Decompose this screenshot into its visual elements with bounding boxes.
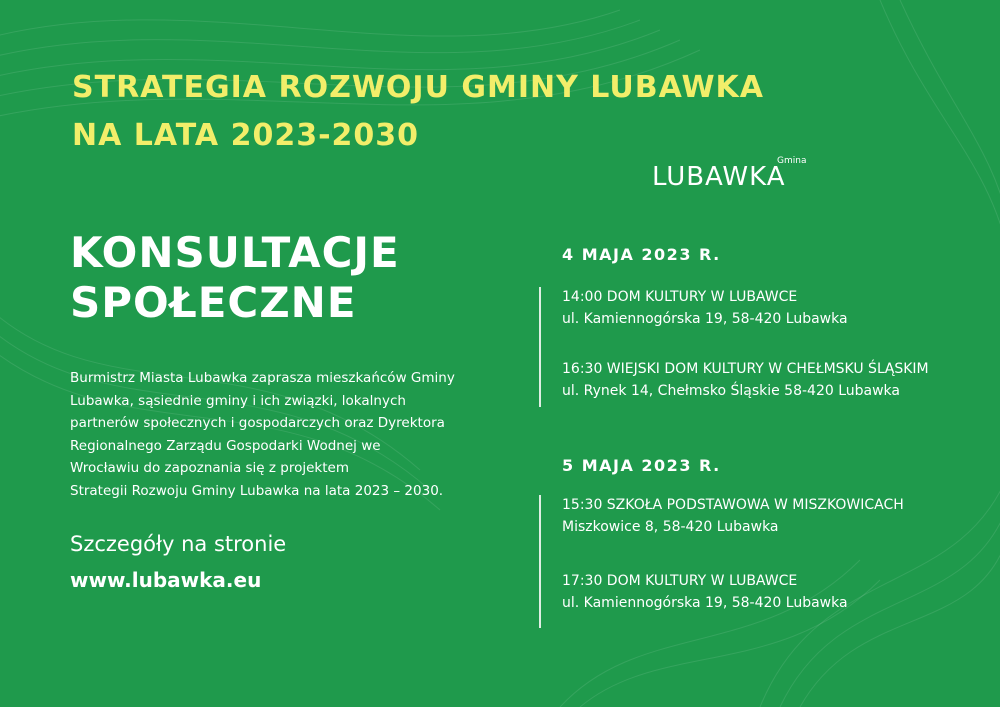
event-address: Miszkowice 8, 58-420 Lubawka (562, 519, 779, 535)
intro-line: Strategii Rozwoju Gminy Lubawka na lata 2023 – 2030. (70, 482, 444, 499)
event-name: 17:30 DOM KULTURY W LUBAWCE (562, 573, 798, 589)
event-item (562, 570, 848, 614)
intro-line: Regionalnego Zarządu Gospodarki Wodnej we (70, 437, 381, 454)
intro-paragraph (70, 367, 510, 502)
event-address: ul. Kamiennogórska 19, 58-420 Lubawka (562, 311, 848, 327)
logo-name-text: LUBAWKA (652, 162, 786, 192)
lubawka-logo (652, 156, 822, 200)
event-name: 14:00 DOM KULTURY W LUBAWCE (562, 289, 798, 305)
intro-line: Burmistrz Miasta Lubawka zaprasza mieszkańców Gminy (70, 370, 455, 386)
headline-line-2: SPOŁECZNE (70, 278, 357, 327)
logo-gmina-text: Gmina (777, 156, 807, 166)
intro-line: partnerów społecznych i gospodarczych oraz Dyrektora (70, 415, 445, 431)
details-label: Szczegóły na stronie (70, 532, 287, 556)
divider-line (539, 287, 541, 407)
event-name: 16:30 WIEJSKI DOM KULTURY W CHEŁMSKU ŚLĄSKIM (562, 361, 929, 377)
website-link[interactable]: www.lubawka.eu (70, 568, 262, 592)
date-heading-day-2: 5 MAJA 2023 R. (562, 456, 721, 475)
headline-line-1: KONSULTACJE (70, 228, 400, 277)
strategy-title-line-2: NA LATA 2023-2030 (72, 118, 420, 153)
event-item (562, 286, 848, 330)
date-heading-day-1: 4 MAJA 2023 R. (562, 245, 721, 264)
event-item (562, 494, 904, 538)
intro-line: Wrocławiu do zapoznania się z projektem (70, 460, 349, 476)
event-address: ul. Rynek 14, Chełmsko Śląskie 58-420 Lubawka (562, 383, 900, 399)
intro-line: Lubawka, sąsiednie gminy i ich związki, lokalnych (70, 392, 406, 409)
event-name: 15:30 SZKOŁA PODSTAWOWA W MISZKOWICACH (562, 497, 904, 513)
strategy-title-line-1: STRATEGIA ROZWOJU GMINY LUBAWKA (72, 70, 764, 105)
event-address: ul. Kamiennogórska 19, 58-420 Lubawka (562, 595, 848, 611)
event-item (562, 358, 929, 402)
divider-line (539, 495, 541, 628)
